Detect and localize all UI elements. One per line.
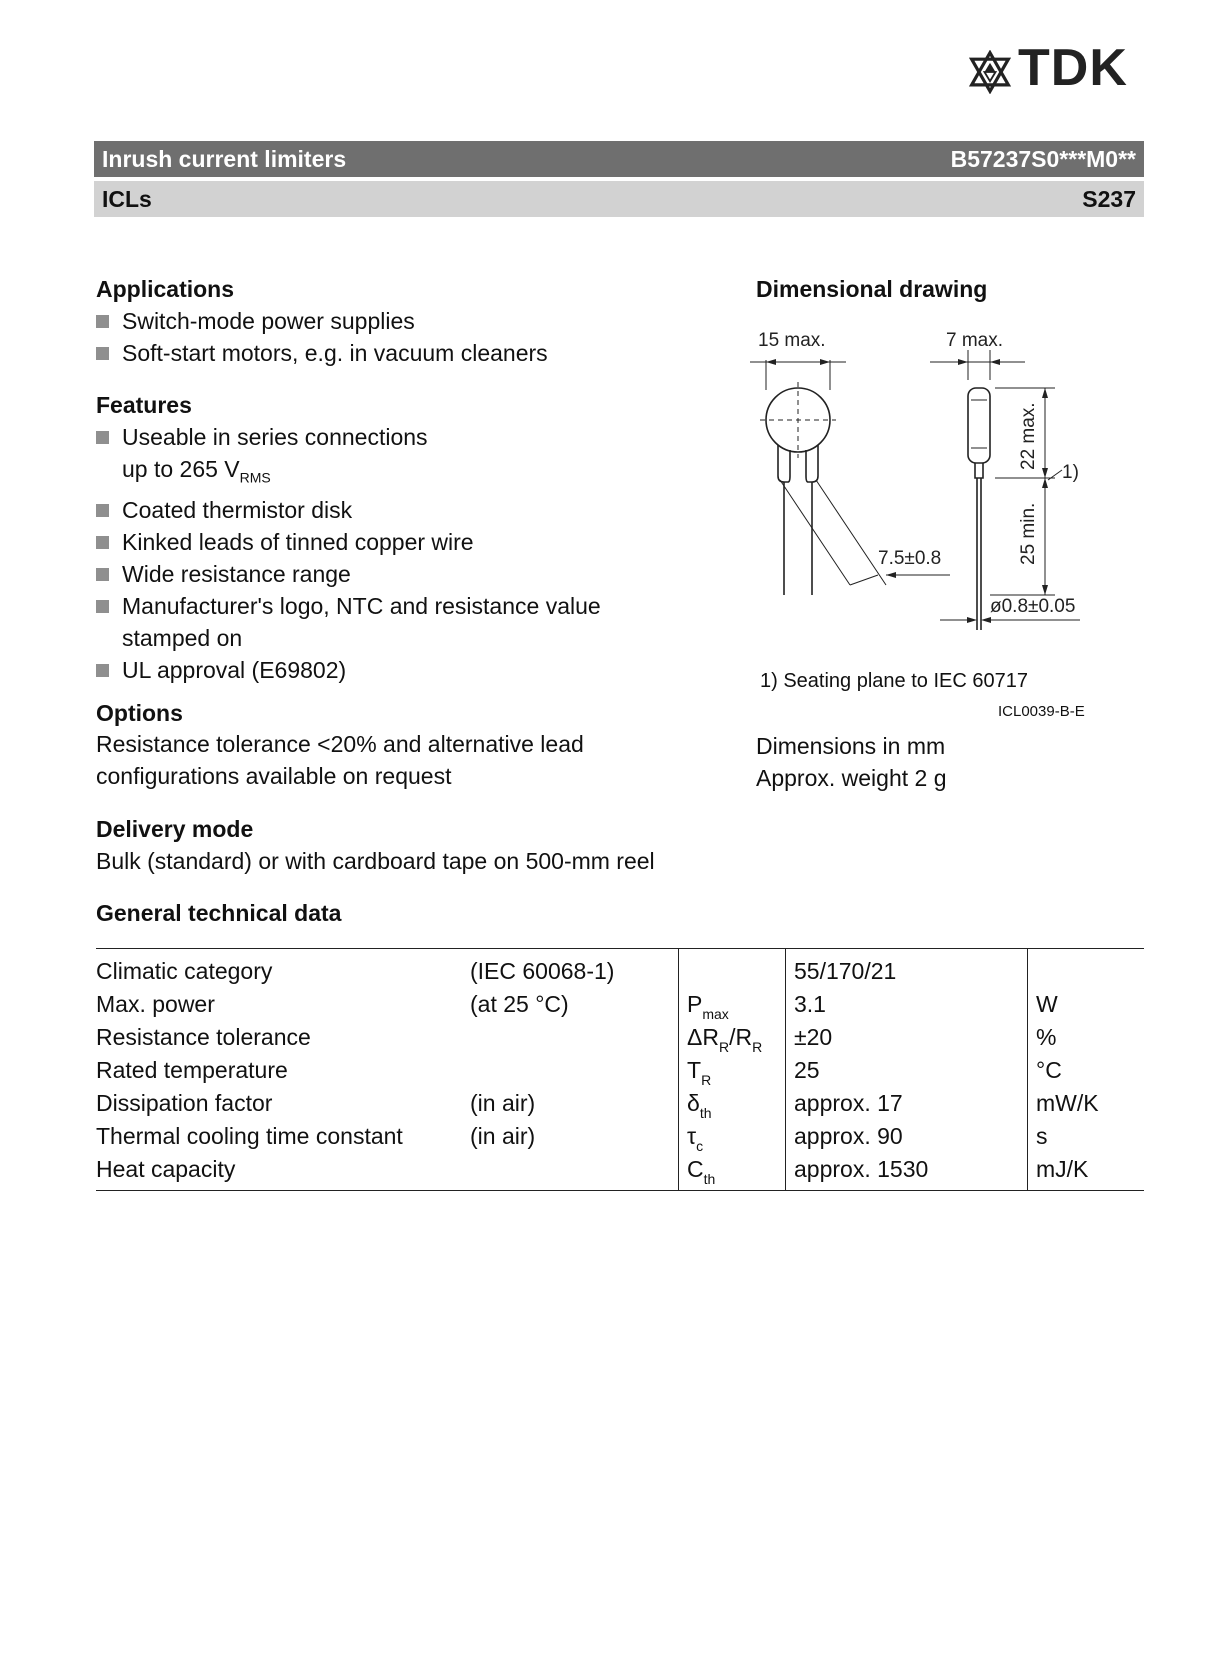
bullet-square-icon: [96, 664, 109, 677]
approx-weight: Approx. weight 2 g: [756, 765, 947, 791]
bullet-square-icon: [96, 536, 109, 549]
list-item: Kinked leads of tinned copper wire: [96, 526, 601, 558]
bullet-square-icon: [96, 600, 109, 613]
bullet-square-icon: [96, 431, 109, 444]
dimensions-units: Dimensions in mm: [756, 733, 946, 759]
applications-heading: Applications: [96, 276, 235, 302]
table-row: Resistance tolerance $\Delta R_R/R_R$ ±20 %: [96, 1021, 1144, 1054]
tdk-logo-icon: [968, 50, 1012, 94]
tech-data-heading: General technical data: [96, 900, 342, 926]
delivery-heading: Delivery mode: [96, 816, 254, 842]
list-item: Useable in series connections up to 265 $V_{RMS}$: [96, 421, 601, 494]
bullet-square-icon: [96, 347, 109, 360]
features-list: [96, 421, 601, 686]
table-row: Thermal cooling time constant (in air) $\tau_c$ approx. 90 s: [96, 1120, 1144, 1153]
table-row: Rated temperature $T_R$ 25 °C: [96, 1054, 1144, 1087]
product-subtitle: ICLs: [102, 186, 152, 212]
dim-diameter-label: ø0.8±0.05: [990, 596, 1076, 617]
part-number: B57237S0***M0**: [950, 146, 1136, 172]
bullet-square-icon: [96, 315, 109, 328]
bullet-square-icon: [96, 568, 109, 581]
table-row: Climatic category (IEC 60068-1) 55/170/21: [96, 949, 1144, 989]
delivery-text: Bulk (standard) or with cardboard tape on 500-mm reel: [96, 848, 655, 874]
dim-width-label: 15 max.: [758, 330, 826, 351]
options-heading: Options: [96, 700, 183, 726]
options-text-line1: Resistance tolerance <20% and alternative lead: [96, 731, 584, 757]
list-item: Wide resistance range: [96, 558, 601, 590]
list-item: Soft-start motors, e.g. in vacuum cleaners: [96, 337, 548, 369]
table-row: Heat capacity $C_{th}$ approx. 1530 mJ/K: [96, 1153, 1144, 1191]
dim-lead-length-label: 25 min.: [1018, 502, 1039, 565]
list-item: Manufacturer's logo, NTC and resistance value stamped on: [96, 590, 601, 654]
logo-wordmark: TDK: [1018, 39, 1128, 97]
product-title: Inrush current limiters: [102, 146, 347, 172]
subheader-bar: [94, 181, 1144, 217]
dim-thickness-label: 7 max.: [946, 330, 1004, 351]
dimensional-drawing: [750, 320, 1100, 650]
dim-pitch-label: 7.5±0.8: [878, 548, 942, 569]
table-row: Max. power (at 25 °C) $P_{max}$ 3.1 W: [96, 988, 1144, 1021]
options-text-line2: configurations available on request: [96, 763, 452, 789]
footnote-ref-label: 1): [1062, 462, 1079, 483]
tech-data-table: [96, 948, 1144, 1191]
drawing-footnote: 1) Seating plane to IEC 60717: [760, 670, 1028, 692]
list-item: Coated thermistor disk: [96, 494, 601, 526]
drawing-heading: Dimensional drawing: [756, 276, 988, 302]
dim-height-label: 22 max.: [1018, 402, 1039, 470]
drawing-code: ICL0039-B-E: [998, 703, 1085, 720]
features-heading: Features: [96, 392, 192, 418]
bullet-square-icon: [96, 504, 109, 517]
list-item: Switch-mode power supplies: [96, 305, 548, 337]
list-item: UL approval (E69802): [96, 654, 601, 686]
table-row: Dissipation factor (in air) $\delta_{th}$ approx. 17 mW/K: [96, 1087, 1144, 1120]
header-bar: [94, 141, 1144, 177]
series-label: S237: [1082, 186, 1136, 212]
applications-list: [96, 305, 548, 369]
